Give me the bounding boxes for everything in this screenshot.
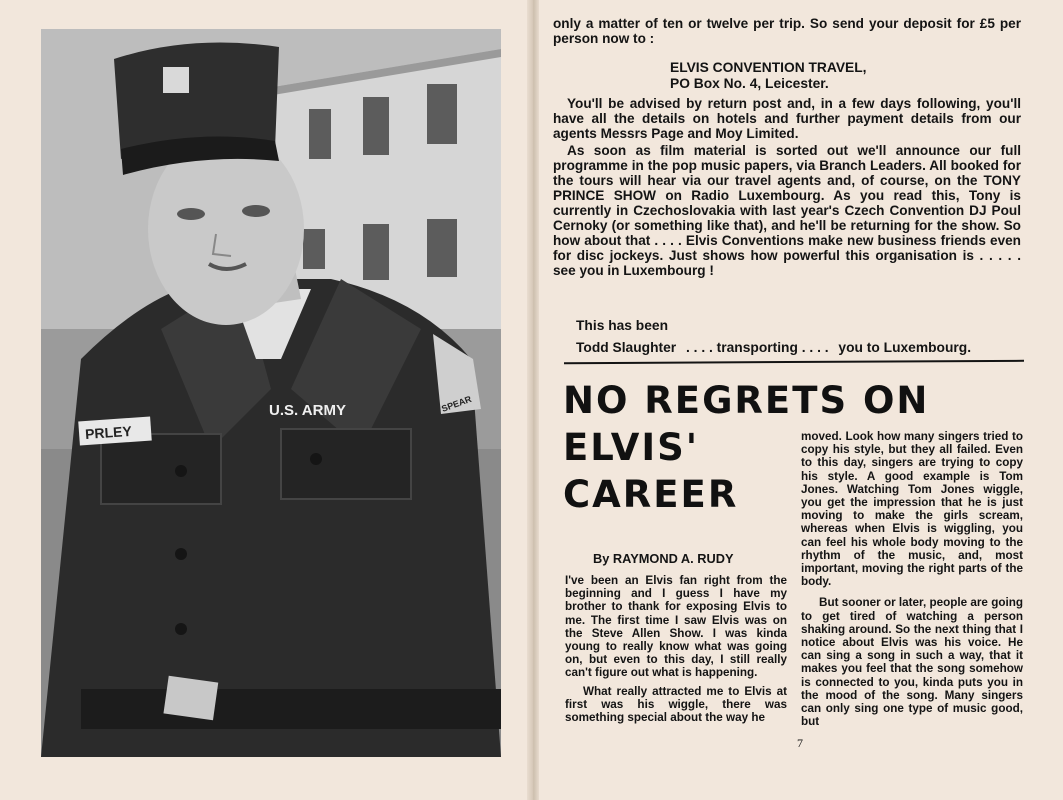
film-material-paragraph: As soon as film material is sorted out we'll announce our full programme in the pop music papers, via Branch Leaders. All booked for the tours will hear via our travel agents and, of course, on the TONY PRINCE SHOW on Radio Luxembourg. As you read this, Tony is currently in Czechoslovakia with last year's Czech Convention DJ Poul Cernoky (or something like that), and he'll be returning for the show. So how about that . . . . Elvis Conventions make new business friends even for disc jockeys. Just shows how powerful this organisation is . . . . . see you in Luxembourg !	[553, 143, 1021, 278]
headline-line-2: ELVIS'	[563, 426, 700, 469]
article-paragraph: But sooner or later, people are going to get tired of watching a person shaking around. So the next thing that I notice about Elvis was his voice. He can sing a song in such a way, that it makes you feel that the song somehow is connected to you, kinda puts you in the mood of the song. Many singers can only sing one type of music good, but	[801, 596, 1023, 729]
signature-end: you to Luxembourg.	[838, 340, 972, 355]
page-gutter	[527, 0, 539, 800]
signature-line	[576, 340, 1022, 355]
elvis-army-photo	[41, 29, 501, 757]
article-byline: By RAYMOND A. RUDY	[593, 551, 734, 566]
signature-middle: . . . . transporting . . . .	[686, 340, 829, 355]
address-line-1: ELVIS CONVENTION TRAVEL,	[670, 60, 867, 75]
right-page	[539, 0, 1063, 800]
page-number: 7	[797, 736, 803, 750]
article-column-left	[565, 574, 787, 729]
headline-line-3: CAREER	[563, 473, 739, 516]
article-paragraph: moved. Look how many singers tried to copy his style, but they all failed. Even to this day, singers are trying to copy his style. A good example is Tom Jones. Watching Tom Jones wiggle, you get the impression that he is just moving to make the girls scream, whereas when Elvis is wiggling, you can feel his whole body moving to the rhythm of the music, and, most important, moving the right parts of the body.	[801, 430, 1023, 589]
article-paragraph: I've been an Elvis fan right from the beginning and I guess I have my brother to thank for exposing Elvis to me. The first time I saw Elvis was on the Steve Allen Show. I was kinda young to really know what was going on, but even to this day, I still really can't figure out what is happening.	[565, 574, 787, 680]
section-divider	[564, 360, 1024, 364]
photo-illustration	[41, 29, 501, 757]
travel-address	[670, 60, 867, 92]
sign-off-line: This has been	[576, 318, 669, 333]
article-paragraph: What really attracted me to Elvis at first was his wiggle, there was something special about the way he	[565, 684, 787, 725]
left-page	[0, 0, 527, 800]
article-column-right	[801, 430, 1023, 736]
author-name: Todd Slaughter	[576, 340, 677, 355]
shoulder-patch-text: SPEAR	[440, 393, 473, 414]
address-line-2: PO Box No. 4, Leicester.	[670, 76, 829, 91]
intro-paragraph: only a matter of ten or twelve per trip. So send your deposit for £5 per person now to :	[553, 16, 1021, 46]
name-tape-text: PRLEY	[84, 422, 133, 443]
us-army-tape-text: U.S. ARMY	[269, 402, 346, 419]
headline-line-1: NO REGRETS ON	[563, 379, 930, 422]
return-post-paragraph: You'll be advised by return post and, in a few days following, you'll have all the details on hotels and further payment details from our agents Messrs Page and Moy Limited.	[553, 96, 1021, 141]
